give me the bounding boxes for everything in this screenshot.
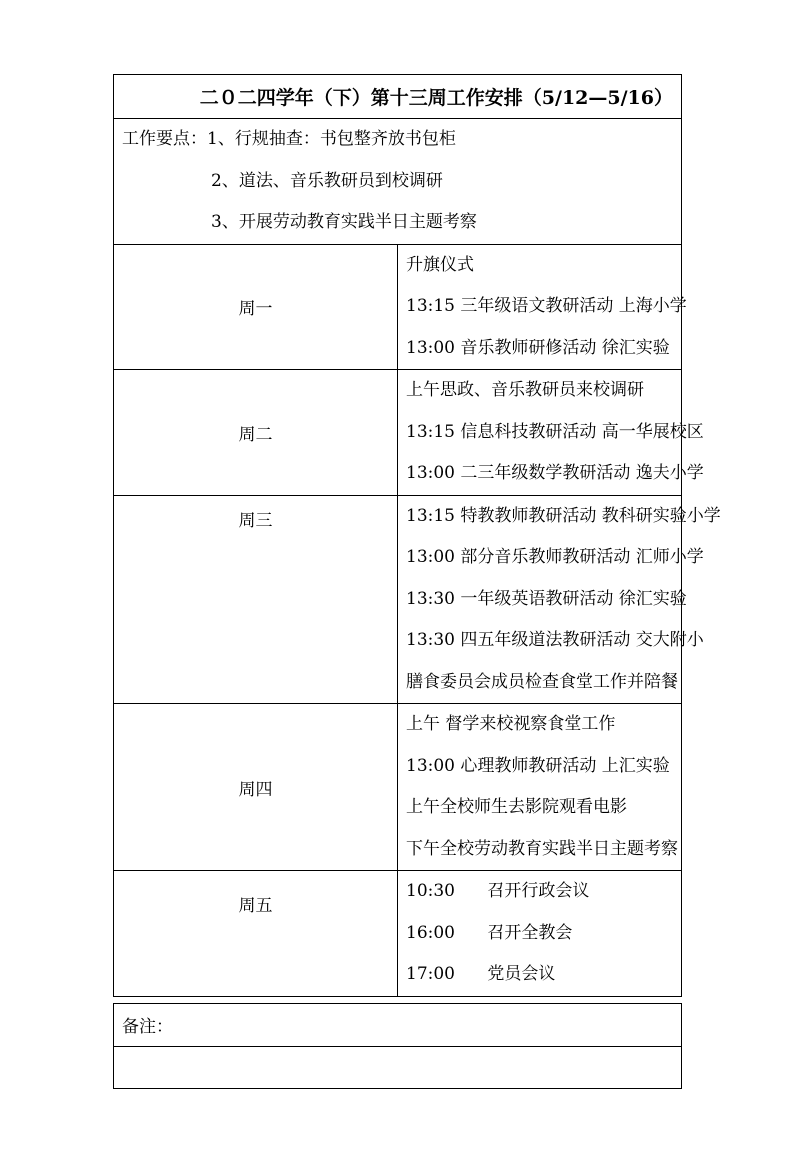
schedule-item: 13:15 三年级语文教研活动 上海小学 [406, 296, 687, 316]
day-label: 周二 [114, 370, 398, 496]
title-row [114, 75, 682, 119]
key-point-line [114, 119, 681, 161]
schedule-item: 13:00 心理教师教研活动 上汇实验 [406, 755, 670, 776]
schedule-item: 升旗仪式 [406, 254, 474, 275]
remarks-blank-cell[interactable] [114, 1046, 682, 1088]
schedule-item: 13:00 部分音乐教师教研活动 汇师小学 [406, 547, 704, 567]
schedule-item: 上午思政、音乐教研员来校调研 [406, 380, 644, 400]
remarks-row [114, 1003, 682, 1046]
schedule-item: 上午全校师生去影院观看电影 [406, 797, 627, 817]
schedule-item: 下午全校劳动教育实践半日主题考察 [406, 838, 678, 859]
schedule-item: 13:30 一年级英语教研活动 徐汇实验 [406, 588, 687, 609]
day-row-monday [114, 244, 682, 370]
schedule-item: 10:30 召开行政会议 [406, 881, 590, 901]
day-label: 周一 [114, 244, 398, 370]
schedule-item: 13:15 信息科技教研活动 高一华展校区 [406, 421, 704, 442]
schedule-item: 上午 督学来校视察食堂工作 [406, 714, 616, 734]
day-row-tuesday [114, 370, 682, 496]
schedule-item: 13:00 音乐教师研修活动 徐汇实验 [406, 337, 670, 358]
day-items [398, 370, 704, 496]
schedule-item: 13:00 二三年级数学教研活动 逸夫小学 [406, 463, 704, 483]
remarks-label: 备注： [114, 1003, 682, 1046]
day-items [398, 495, 721, 704]
day-row-wednesday [114, 495, 682, 704]
day-label: 周四 [114, 704, 398, 871]
schedule-item: 膳食委员会成员检查食堂工作并陪餐 [406, 671, 678, 692]
day-items [398, 704, 682, 871]
schedule-item: 13:15 特教教师教研活动 教科研实验小学 [406, 505, 721, 526]
day-label: 周三 [114, 495, 398, 704]
key-points-cell [114, 119, 682, 245]
schedule-item: 13:30 四五年级道法教研活动 交大附小 [406, 630, 704, 650]
key-point-item: 1、行规抽查：书包整齐放书包柜 [207, 129, 456, 149]
key-points-row [114, 119, 682, 245]
day-row-thursday [114, 704, 682, 871]
schedule-item: 17:00 党员会议 [406, 964, 556, 984]
day-items [398, 871, 682, 997]
key-point-item: 3、开展劳动教育实践半日主题考察 [211, 212, 477, 232]
remarks-table [113, 1003, 682, 1089]
day-label: 周五 [114, 871, 398, 997]
key-points-label: 工作要点： [122, 129, 207, 149]
key-point-item: 2、道法、音乐教研员到校调研 [211, 170, 443, 191]
day-items [398, 244, 687, 370]
schedule-sheet [113, 74, 721, 1089]
schedule-item: 16:00 召开全教会 [406, 922, 573, 943]
page-title: 二０二四学年（下）第十三周工作安排（5/12—5/16） [114, 75, 682, 119]
day-row-friday [114, 871, 682, 997]
schedule-table [113, 74, 721, 997]
remarks-blank-row [114, 1046, 682, 1088]
